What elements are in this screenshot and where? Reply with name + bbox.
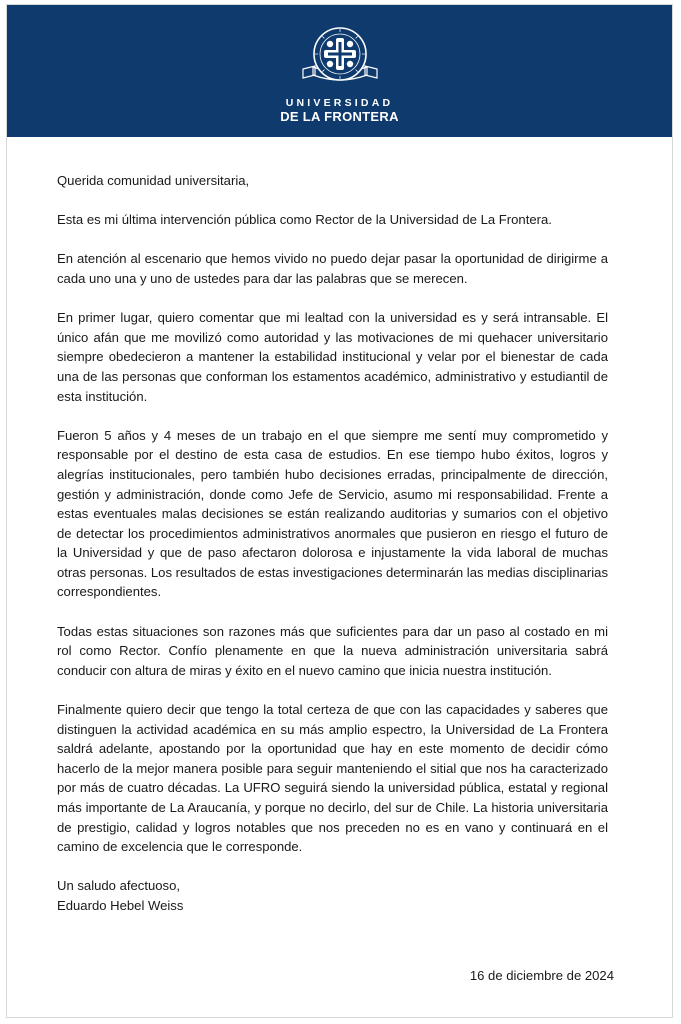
letterhead bbox=[7, 5, 672, 137]
letter-paragraph: Finalmente quiero decir que tengo la total certeza de que con las capacidades y saberes que distinguen la actividad académica en su más amplio espectro, la Universidad de La Frontera saldrá adelante, apostando por la oportunidad que hay en este momento de decidir cómo hacerlo de la mejor manera posible para seguir manteniendo el sitial que nos ha caracterizado por más de cuatro décadas. La UFRO seguirá siendo la universidad pública, estatal y regional más importante de La Araucanía, y porque no decirlo, del sur de Chile. La historia universitaria de prestigio, calidad y logros notables que nos preceden no es en vano y continuará en el camino de excelencia que le corresponde. bbox=[57, 702, 608, 855]
university-name-line2: DE LA FRONTERA bbox=[280, 109, 399, 124]
university-name-line1: UNIVERSIDAD bbox=[285, 97, 394, 109]
letter-paragraph: En atención al escenario que hemos vivido no puedo dejar pasar la oportunidad de dirigirme a cada uno una y uno de ustedes para dar las palabras que se merecen. bbox=[57, 251, 608, 286]
letter-body bbox=[57, 171, 608, 916]
letter-page bbox=[6, 4, 673, 1018]
letter-paragraph: En primer lugar, quiero comentar que mi lealtad con la universidad es y será intransable. El único afán que me movilizó como autoridad y las motivaciones de mi quehacer universitario siempre obedecieron a mantener la estabilidad institucional y velar por el bienestar de cada una de las personas que conforman los estamentos académico, administrativo y estudiantil de esta institución. bbox=[57, 310, 608, 404]
letter-closing: Un saludo afectuoso, bbox=[57, 878, 181, 894]
university-seal-icon bbox=[299, 25, 381, 91]
university-logo bbox=[7, 25, 672, 124]
letter-greeting: Querida comunidad universitaria, bbox=[57, 173, 250, 188]
letter-signature: Eduardo Hebel Weiss bbox=[57, 897, 184, 913]
letter-paragraph: Todas estas situaciones son razones más que suficientes para dar un paso al costado en mi rol como Rector. Confío plenamente en que la nueva administración universitaria sabrá conducir con altura de miras y éxito en el nuevo camino que inicia nuestra institución. bbox=[57, 623, 608, 678]
letter-date: 16 de diciembre de 2024 bbox=[469, 968, 614, 983]
letter-paragraph: Fueron 5 años y 4 meses de un trabajo en el que siempre me sentí muy comprometido y responsable por el destino de esta casa de estudios. En ese tiempo hubo éxitos, logros y alegrías institucionales, pero también hubo decisiones erradas, principalmente de dirección, gestión y administración, donde como Jefe de Servicio, asumo mi responsabilidad. Frente a estas eventuales malas decisiones se están realizando auditorias y sumarios con el objetivo de detectar los procedimientos administrativos anormales que pusieron en riesgo el futuro de la Universidad y que de paso afectaron dolorosa e injustamente la vida laboral de muchas otras personas. Los resultados de estas investigaciones determinarán las medias disciplinarias correspondientes. bbox=[57, 427, 608, 600]
letter-paragraph: Esta es mi última intervención pública como Rector de la Universidad de La Frontera. bbox=[57, 212, 552, 228]
